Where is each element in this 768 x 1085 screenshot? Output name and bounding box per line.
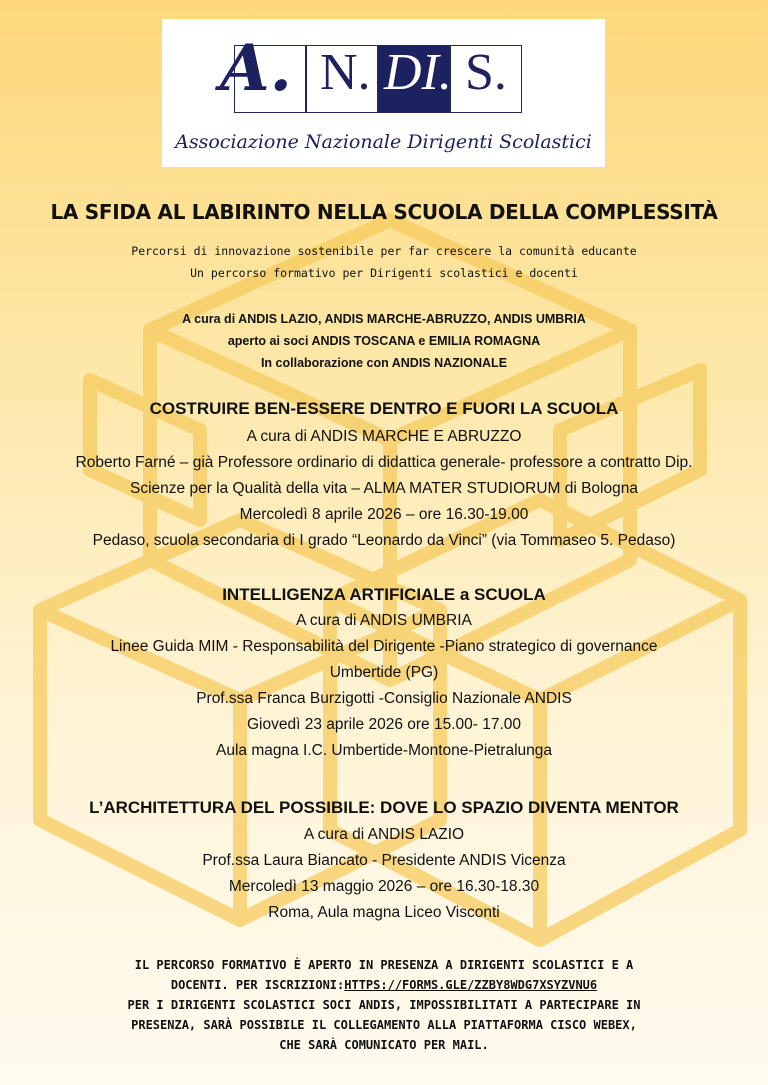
section-2-line-4: Prof.ssa Franca Burzigotti -Consiglio Nazionale ANDIS [196,690,572,707]
andis-logo [162,19,605,167]
subtitle-line-2: Un percorso formativo per Dirigenti scolastici e docenti [190,266,578,280]
section-1-line-2: Roberto Farné – già Professore ordinario di didattica generale- professore a contratto Dip. [75,454,693,471]
logo-letter-di: DI. [384,44,452,101]
logo-letters [162,31,605,113]
footer-line-1: IL PERCORSO FORMATIVO È APERTO IN PRESENZA A DIRIGENTI SCOLASTICI E A [134,958,634,972]
section-3-line-1: A cura di ANDIS LAZIO [303,826,465,843]
section-1-line-3: Scienze per la Qualità della vita – ALMA MATER STUDIORUM di Bologna [130,480,638,497]
section-3-line-3: Mercoledì 13 maggio 2026 – ore 16.30-18.30 [228,878,540,895]
section-2-line-6: Aula magna I.C. Umbertide-Montone-Pietralunga [215,742,552,759]
organizers-line-1: A cura di ANDIS LAZIO, ANDIS MARCHE-ABRUZZO, ANDIS UMBRIA [182,312,586,326]
section-1-line-1: A cura di ANDIS MARCHE E ABRUZZO [246,428,522,445]
section-2-line-2: Linee Guida MIM - Responsabilità del Dirigente -Piano strategico di governance [110,638,658,655]
section-2-title: INTELLIGENZA ARTIFICIALE a SCUOLA [222,585,546,604]
section-2-line-3: Umbertide (PG) [329,664,439,681]
section-1-title: COSTRUIRE BEN-ESSERE DENTRO E FUORI LA SCUOLA [149,399,619,418]
organizers-line-2: aperto ai soci ANDIS TOSCANA e EMILIA ROMAGNA [227,334,541,348]
section-1-line-5: Pedaso, scuola secondaria di I grado “Leonardo da Vinci” (via Tommaseo 5. Pedaso) [92,532,676,549]
footer-line-3: PER I DIRIGENTI SCOLASTICI SOCI ANDIS, IMPOSSIBILITATI A PARTECIPARE IN [127,998,641,1012]
footer-line-2 [0,978,768,992]
logo-letter-s: S. [465,44,507,101]
section-3-title: L’ARCHITETTURA DEL POSSIBILE: DOVE LO SPAZIO DIVENTA MENTOR [89,798,679,817]
footer-line-2-prefix: DOCENTI. PER ISCRIZIONI: [170,978,345,992]
subtitle-line-1: Percorsi di innovazione sostenibile per far crescere la comunità educante [131,244,637,258]
section-3-line-4: Roma, Aula magna Liceo Visconti [268,904,500,921]
page-title: LA SFIDA AL LABIRINTO NELLA SCUOLA DELLA COMPLESSITÀ [50,200,718,224]
section-2-line-5: Giovedì 23 aprile 2026 ore 15.00- 17.00 [246,716,522,733]
registration-link[interactable]: HTTPS://FORMS.GLE/ZZBY8WDG7XSYZVNU6 [344,978,598,992]
logo-letter-n: N. [320,44,371,101]
footer-line-5: CHE SARÀ COMUNICATO PER MAIL. [279,1038,489,1052]
logo-letter-a: A. [220,31,292,106]
section-2-line-1: A cura di ANDIS UMBRIA [296,612,472,629]
footer-line-4: PRESENZA, SARÀ POSSIBILE IL COLLEGAMENTO ALLA PIATTAFORMA CISCO WEBEX, [131,1018,637,1032]
logo-subtitle: Associazione Nazionale Dirigenti Scolastici [175,131,592,153]
section-1-line-4: Mercoledì 8 aprile 2026 – ore 16.30-19.00 [239,506,529,523]
organizers-line-3: In collaborazione con ANDIS NAZIONALE [260,356,508,370]
section-3-line-2: Prof.ssa Laura Biancato - Presidente ANDIS Vicenza [202,852,566,869]
